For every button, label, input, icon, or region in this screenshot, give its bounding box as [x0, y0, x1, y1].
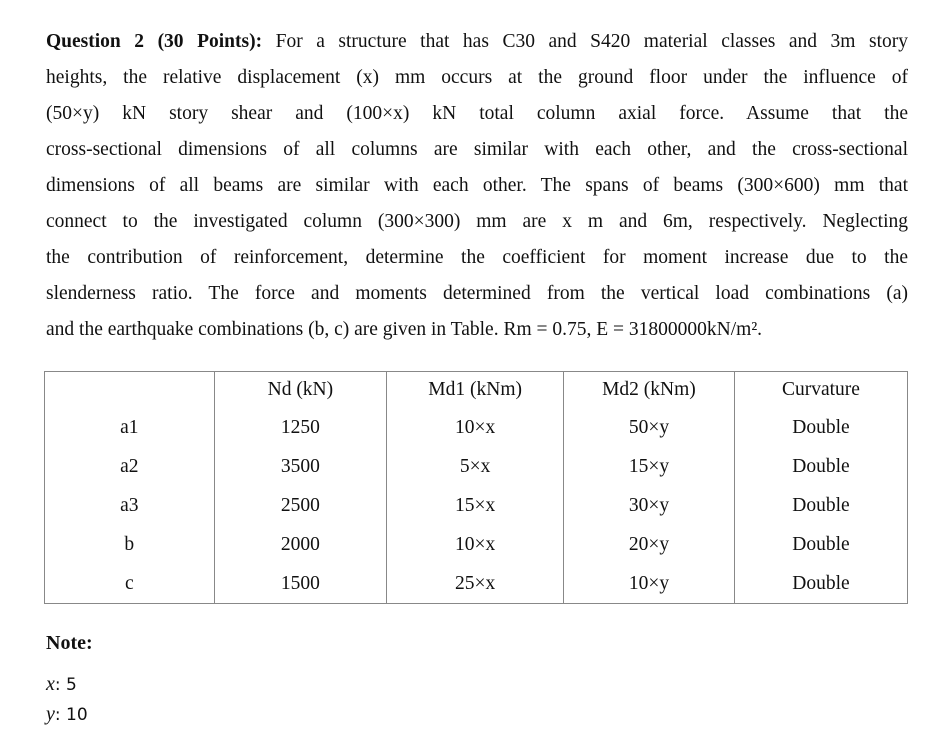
- question-line-7: the contribution of reinforcement, determine the coefficient for moment increase due to the: [46, 247, 908, 268]
- case-cell: b: [45, 525, 215, 564]
- note-y-label: y: [46, 703, 55, 725]
- table-row: [45, 525, 908, 564]
- question-line-2: heights, the relative displacement (x) mm occurs at the ground floor under the influence of: [46, 67, 908, 88]
- curvature-cell: Double: [734, 564, 907, 604]
- md1-cell: 10×x: [387, 525, 564, 564]
- question-line-5: dimensions of all beams are similar with each other. The spans of beams (300×600) mm that: [46, 175, 908, 196]
- curvature-cell: Double: [734, 525, 907, 564]
- curvature-cell: Double: [734, 486, 907, 525]
- note-section: [46, 632, 93, 729]
- md2-cell: 15×y: [564, 447, 735, 486]
- header-md1: Md1 (kNm): [387, 372, 564, 409]
- md1-cell: 25×x: [387, 564, 564, 604]
- table-row: [45, 486, 908, 525]
- md2-cell: 50×y: [564, 408, 735, 447]
- question-text: [46, 24, 908, 348]
- question-line-9: and the earthquake combinations (b, c) are given in Table. Rm = 0.75, E = 31800000kN/m².: [46, 319, 763, 340]
- case-cell: c: [45, 564, 215, 604]
- md2-cell: 20×y: [564, 525, 735, 564]
- note-title: Note:: [46, 632, 93, 654]
- loads-table: [44, 371, 908, 604]
- curvature-cell: Double: [734, 447, 907, 486]
- md1-cell: 5×x: [387, 447, 564, 486]
- table-header-row: [45, 372, 908, 409]
- header-nd: Nd (kN): [214, 372, 387, 409]
- question-line-4: cross-sectional dimensions of all columns are similar with each other, and the cross-sectional: [46, 139, 908, 160]
- md2-cell: 10×y: [564, 564, 735, 604]
- case-cell: a3: [45, 486, 215, 525]
- md1-cell: 15×x: [387, 486, 564, 525]
- nd-cell: 2000: [214, 525, 387, 564]
- header-case: [45, 372, 215, 409]
- md1-cell: 10×x: [387, 408, 564, 447]
- case-cell: a2: [45, 447, 215, 486]
- nd-cell: 2500: [214, 486, 387, 525]
- nd-cell: 1250: [214, 408, 387, 447]
- curvature-cell: Double: [734, 408, 907, 447]
- note-x: [46, 669, 93, 699]
- header-md2: Md2 (kNm): [564, 372, 735, 409]
- nd-cell: 1500: [214, 564, 387, 604]
- question-title: Question 2 (30 Points):: [46, 31, 263, 52]
- question-line-1: Question 2 (30 Points): For a structure that has C30 and S420 material classes and 3m story: [46, 31, 909, 52]
- header-curvature: Curvature: [734, 372, 907, 409]
- table-row: [45, 447, 908, 486]
- note-y: [46, 699, 93, 729]
- note-x-label: x: [46, 673, 55, 695]
- table-row: [45, 408, 908, 447]
- table-row: [45, 564, 908, 604]
- question-line-8: slenderness ratio. The force and moments determined from the vertical load combinations (a): [46, 283, 908, 304]
- md2-cell: 30×y: [564, 486, 735, 525]
- nd-cell: 3500: [214, 447, 387, 486]
- note-y-value: : 10: [54, 705, 88, 725]
- case-cell: a1: [45, 408, 215, 447]
- question-line-3: (50×y) kN story shear and (100×x) kN total column axial force. Assume that the: [46, 103, 908, 124]
- question-line-6: connect to the investigated column (300×300) mm are x m and 6m, respectively. Neglecting: [46, 211, 908, 232]
- note-x-value: : 5: [54, 675, 77, 695]
